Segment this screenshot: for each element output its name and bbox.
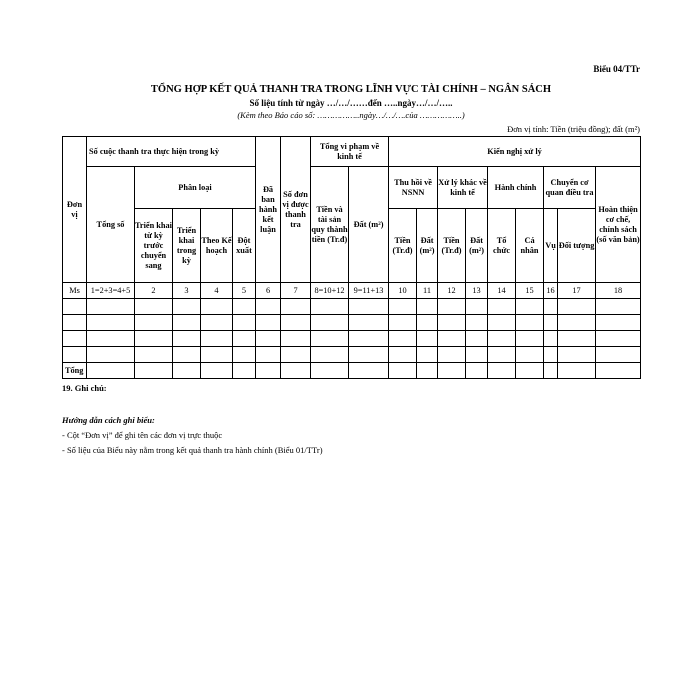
header-don-vi: Đơn vị (63, 137, 87, 283)
table-row (63, 299, 641, 315)
results-table (62, 136, 641, 379)
table-row (63, 315, 641, 331)
total-row (63, 363, 641, 379)
header-hoan-thien: Hoàn thiện cơ chế, chính sách (số văn bản) (596, 167, 641, 283)
header-vu: Vụ (544, 209, 558, 283)
header-kien-nghi: Kiến nghị xử lý (389, 137, 641, 167)
page-title: TỔNG HỢP KẾT QUẢ THANH TRA TRONG LĨNH VỰC TÀI CHÍNH – NGÂN SÁCH (150, 84, 552, 95)
header-dat-xu-ly: Đất (m²) (466, 209, 488, 283)
header-dot-xuat: Đột xuất (233, 209, 256, 283)
table-row (63, 331, 641, 347)
header-theo-ke-hoach: Theo Kế hoạch (201, 209, 233, 283)
header-to-chuc: Tổ chức (488, 209, 516, 283)
header-tong-so: Tổng số (87, 167, 135, 283)
form-code: Biểu 04/TTr (593, 64, 640, 74)
report-form (62, 64, 640, 455)
guide-line: - Cột “Đơn vị” để ghi tên các đơn vị trực thuộc (62, 430, 223, 440)
header-so-cuoc: Số cuộc thanh tra thực hiện trong kỳ (87, 137, 256, 167)
header-tong-vi-pham: Tổng vi phạm về kinh tế (311, 137, 389, 167)
unit-note: Đơn vị tính: Tiền (triệu đồng); đất (m²) (507, 124, 640, 134)
header-doi-tuong: Đối tượng (558, 209, 596, 283)
reporting-period: Số liệu tính từ ngày …/…/……đến …..ngày…/…/….. (249, 98, 453, 108)
header-trien-khai-truoc: Triển khai từ kỳ trước chuyển sang (135, 209, 173, 283)
header-xu-ly-khac: Xử lý khác về kinh tế (438, 167, 488, 209)
header-so-don-vi: Số đơn vị được thanh tra (281, 137, 311, 283)
header-chuyen-co-quan: Chuyển cơ quan điều tra (544, 167, 596, 209)
guide-line: - Số liệu của Biểu này nằm trong kết quả thanh tra hành chính (Biểu 01/TTr) (62, 445, 323, 455)
header-thu-hoi: Thu hồi về NSNN (389, 167, 438, 209)
notes-label: 19. Ghi chú: (62, 383, 107, 393)
guide-title: Hướng dẫn cách ghi biểu: (62, 415, 155, 425)
header-trien-khai-trong: Triển khai trong kỳ (173, 209, 201, 283)
header-tien-xu-ly: Tiền (Tr.đ) (438, 209, 466, 283)
header-tien-va-tai-san: Tiền và tài sản quy thành tiền (Tr.đ) (311, 167, 349, 283)
header-phan-loai: Phân loại (135, 167, 256, 209)
total-label: Tổng (63, 363, 87, 379)
table-row (63, 347, 641, 363)
header-tien-thu-hoi: Tiền (Tr.đ) (389, 209, 417, 283)
header-dat-vi-pham: Đất (m²) (349, 167, 389, 283)
header-dat-thu-hoi: Đất (m²) (417, 209, 438, 283)
header-da-ban-hanh: Đã ban hành kết luận (256, 137, 281, 283)
header-ca-nhan: Cá nhân (516, 209, 544, 283)
index-row: Ms 1=2+3=4+5 2 3 4 5 6 7 8=10+12 9=11+13 10 11 12 13 14 15 16 17 18 (63, 283, 641, 299)
attachment-note: (Kèm theo Báo cáo số: ……………..ngày…/…/….của ……………..) (237, 110, 465, 120)
header-hanh-chinh: Hành chính (488, 167, 544, 209)
